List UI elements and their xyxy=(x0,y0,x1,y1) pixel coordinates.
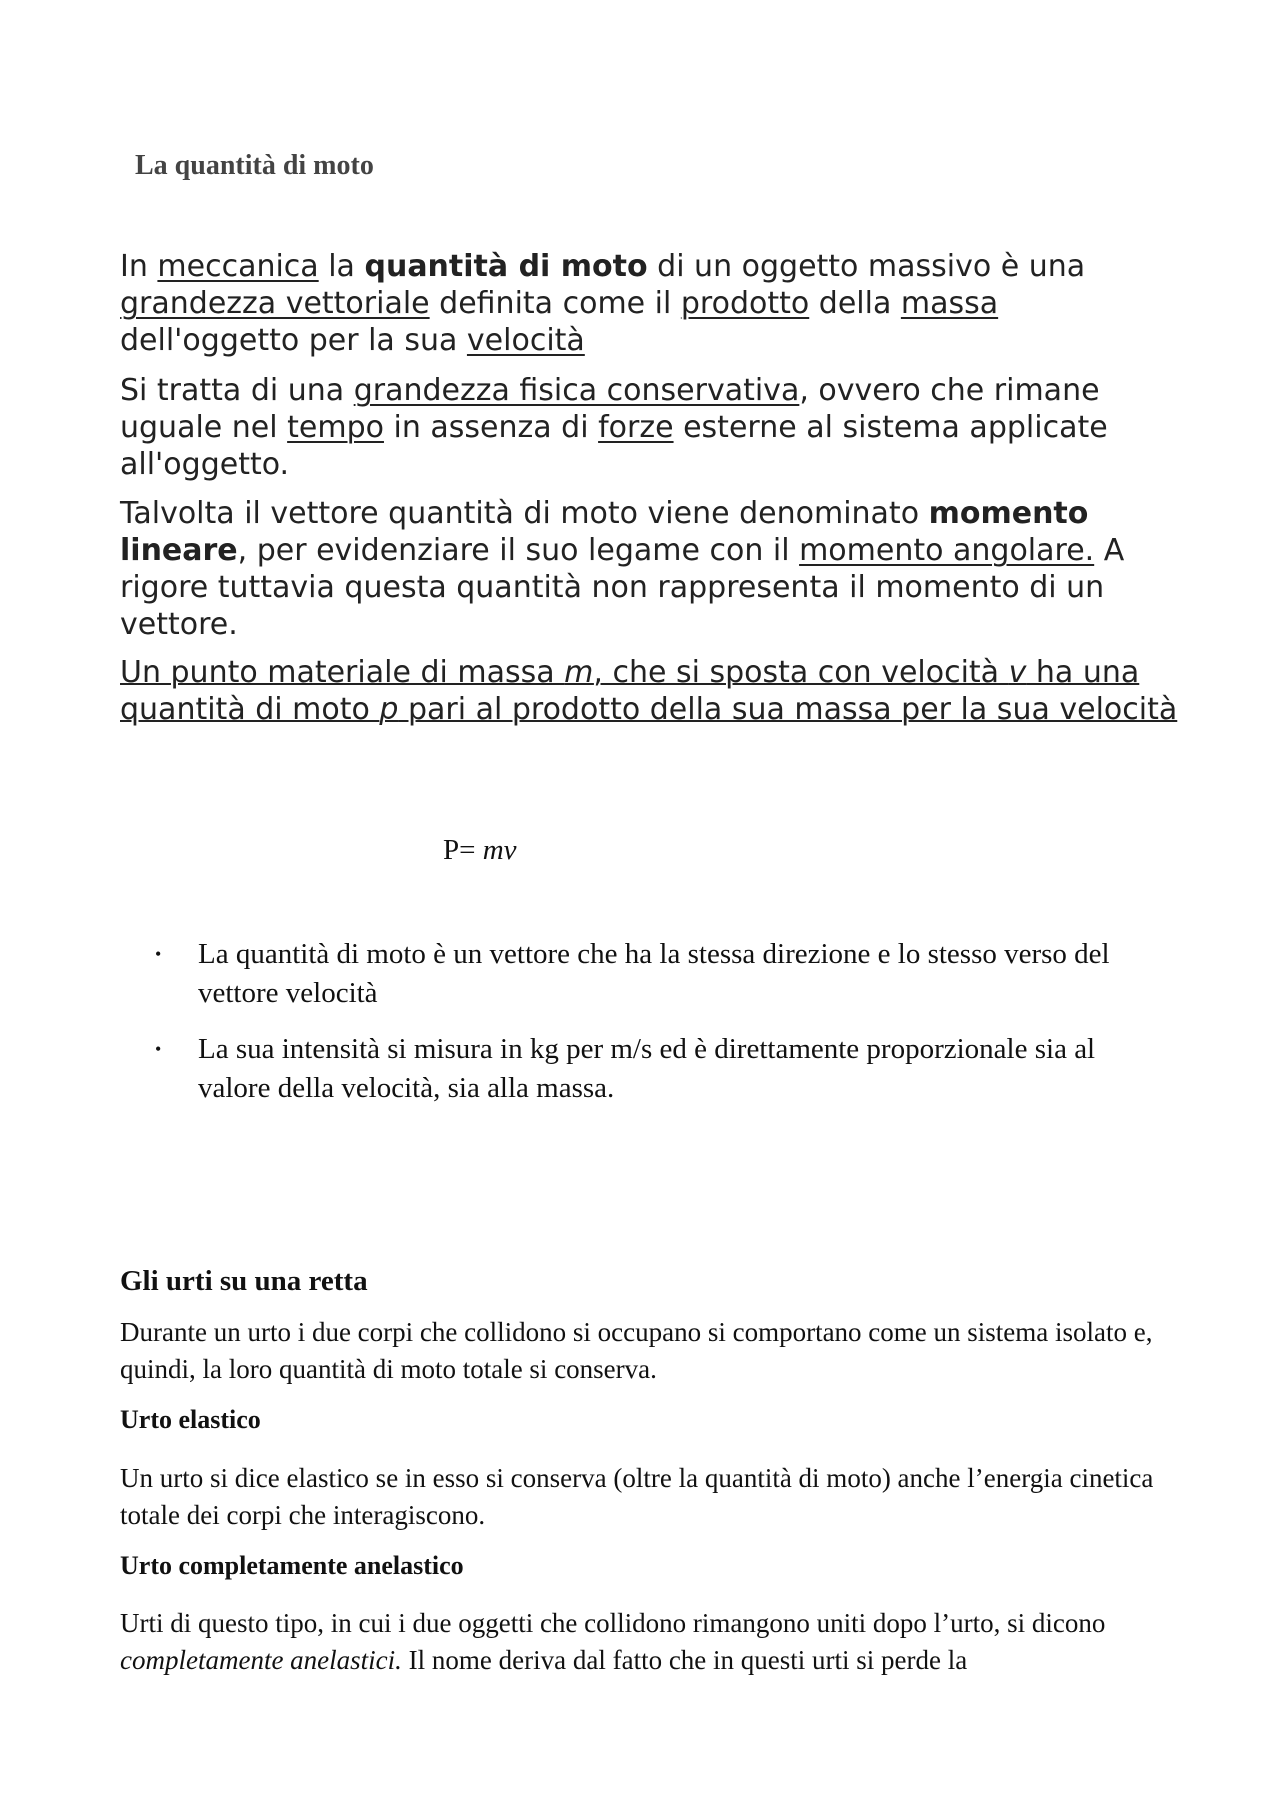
link-prodotto[interactable]: prodotto xyxy=(680,286,810,321)
text: pari al prodotto della sua massa per la sua velocità xyxy=(398,692,1178,727)
text: esterne al sistema applicate all'oggetto. xyxy=(120,410,1108,482)
text: Si tratta di una xyxy=(120,373,354,408)
text: Il nome deriva dal fatto che in questi urti si perde la xyxy=(401,1645,968,1675)
momentum-formula xyxy=(443,834,517,867)
text: ha una quantità di moto xyxy=(120,655,1140,727)
link-tempo[interactable]: tempo xyxy=(287,410,384,445)
link-momento-angolare[interactable]: momento angolare. xyxy=(799,533,1095,568)
text: In xyxy=(120,249,158,284)
text: Un punto materiale di massa xyxy=(120,655,565,690)
text: in assenza di xyxy=(383,410,599,445)
list-item-text: La quantità di moto è un vettore che ha la stessa direzione e lo stesso verso del vettore velocità xyxy=(198,938,1110,1009)
bullet-icon: • xyxy=(155,944,162,964)
text: Urti di questo tipo, in cui i due oggetti che collidono rimangono uniti dopo l’urto, si dicono xyxy=(120,1608,1106,1638)
inelastic-paragraph xyxy=(120,1605,1180,1679)
bullet-list xyxy=(155,935,1165,1125)
text: , ovvero che rimane uguale nel xyxy=(120,373,1100,445)
paragraph-definition xyxy=(120,248,1180,359)
variable-p: p xyxy=(379,692,399,727)
link-massa[interactable]: massa xyxy=(900,286,999,321)
link-forze[interactable]: forze xyxy=(598,410,674,445)
link-meccanica[interactable]: meccanica xyxy=(157,249,319,284)
text: , che si sposta con velocità xyxy=(593,655,1009,690)
bullet-icon: • xyxy=(155,1039,162,1059)
elastic-paragraph: Un urto si dice elastico se in esso si conserva (oltre la quantità di moto) anche l’energia cinetica totale dei corpi che interagiscono. xyxy=(120,1463,1154,1530)
section-heading: Gli urti su una retta xyxy=(120,1265,368,1297)
section-intro: Durante un urto i due corpi che collidono si occupano si comportano come un sistema isolato e, quindi, la loro quantità di moto totale si conserva. xyxy=(120,1317,1153,1384)
list-item xyxy=(155,1030,1165,1108)
link-grandezza-fisica-conservativa[interactable]: grandezza fisica conservativa xyxy=(353,373,800,408)
bold-term: momento lineare xyxy=(120,496,1089,568)
subheading-urto-elastico: Urto elastico xyxy=(120,1405,261,1434)
list-item xyxy=(155,935,1165,1013)
paragraph-momento-lineare xyxy=(120,495,1180,643)
link-grandezza-vettoriale[interactable]: grandezza vettoriale xyxy=(120,286,430,321)
text: , per evidenziare il suo legame con il xyxy=(237,533,800,568)
text: A rigore tuttavia questa quantità non rappresenta il momento di un vettore. xyxy=(120,533,1125,642)
text: la xyxy=(318,249,365,284)
paragraph-conservation xyxy=(120,372,1180,483)
text: di un oggetto massivo è una xyxy=(647,249,1086,284)
text: definita come il xyxy=(429,286,681,321)
subheading-urto-anelastico: Urto completamente anelastico xyxy=(120,1551,464,1580)
variable-m: m xyxy=(564,655,594,690)
text: dell'oggetto per la sua xyxy=(120,323,467,358)
text: Talvolta il vettore quantità di moto viene denominato xyxy=(120,496,929,531)
list-item-text: La sua intensità si misura in kg per m/s ed è direttamente proporzionale sia al valore della velocità, sia alla massa. xyxy=(198,1033,1096,1104)
page-title: La quantità di moto xyxy=(135,150,374,181)
link-velocita[interactable]: velocità xyxy=(466,323,585,358)
text: della xyxy=(809,286,901,321)
formula-lhs: P= xyxy=(443,834,483,866)
paragraph-punto-materiale[interactable] xyxy=(120,654,1180,728)
variable-v: v xyxy=(1008,655,1027,690)
bold-term: quantità di moto xyxy=(364,249,648,284)
emphasis: completamente anelastici. xyxy=(120,1645,402,1675)
formula-rhs: mv xyxy=(482,834,517,866)
